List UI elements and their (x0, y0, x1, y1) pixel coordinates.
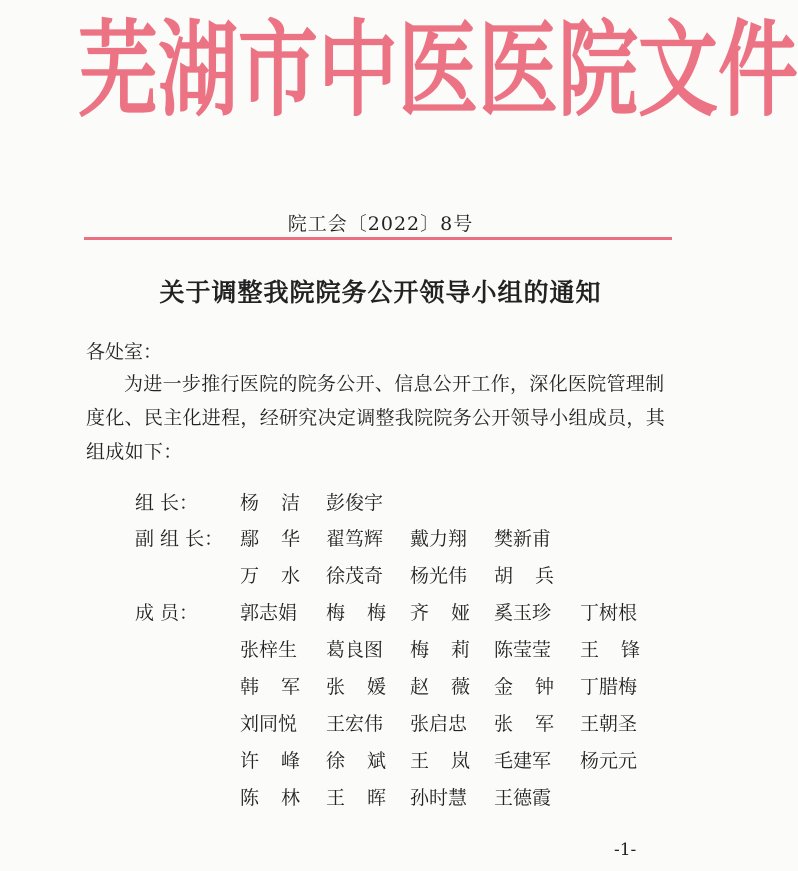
masthead-char: 文 (638, 9, 718, 131)
masthead-char: 医 (478, 9, 558, 131)
member-name: 王 晖 (326, 787, 386, 809)
member-name: 王宏伟 (326, 713, 384, 735)
deputy-name: 万 水 (240, 565, 300, 587)
deputy-name: 杨光伟 (410, 565, 468, 587)
greeting: 各处室： (86, 341, 163, 363)
member-name: 葛良图 (326, 639, 384, 661)
member-name: 张 军 (494, 713, 554, 735)
masthead-char: 件 (718, 9, 798, 131)
member-name: 金 钟 (494, 676, 554, 698)
masthead-char: 院 (558, 9, 638, 131)
member-name: 赵 薇 (410, 676, 470, 698)
member-name: 刘同悦 (240, 713, 298, 735)
member-name: 张 媛 (326, 676, 386, 698)
masthead-title (78, 0, 798, 156)
member-name: 孙时慧 (410, 787, 468, 809)
member-name: 陈 林 (240, 787, 300, 809)
page-number: -1- (614, 840, 637, 860)
member-label: 成 员： (135, 602, 199, 624)
masthead-char: 湖 (158, 9, 238, 131)
member-name: 杨元元 (580, 750, 638, 772)
member-name: 韩 军 (240, 676, 300, 698)
masthead-char: 中 (318, 9, 398, 131)
deputy-name: 戴力翔 (410, 528, 468, 550)
member-name: 丁腊梅 (580, 676, 638, 698)
body-paragraph: 为进一步推行医院的院务公开、信息公开工作，深化医院管理制度化、民主化进程，经研究决定调整我院院务公开领导小组成员，其组成如下： (86, 373, 666, 463)
member-name: 毛建军 (494, 750, 552, 772)
leader-name: 彭俊宇 (326, 492, 384, 514)
red-divider (84, 237, 672, 240)
leader-name: 杨 洁 (240, 492, 300, 514)
member-name: 丁树根 (580, 602, 638, 624)
member-name: 王德霞 (494, 787, 552, 809)
member-name: 王朝圣 (580, 713, 638, 735)
member-name: 张梓生 (240, 639, 298, 661)
member-name: 王 岚 (410, 750, 470, 772)
deputy-name: 胡 兵 (494, 565, 554, 587)
member-name: 王 锋 (580, 639, 640, 661)
masthead-char: 医 (398, 9, 478, 131)
deputy-name: 翟笃辉 (326, 528, 384, 550)
member-name: 梅 梅 (326, 602, 386, 624)
deputy-label: 副 组 长： (135, 528, 224, 550)
member-name: 张启忠 (410, 713, 468, 735)
member-name: 陈莹莹 (494, 639, 552, 661)
deputy-name: 樊新甫 (494, 528, 552, 550)
leader-label: 组 长： (135, 492, 199, 514)
member-name: 徐 斌 (326, 750, 386, 772)
member-name: 郭志娟 (240, 602, 298, 624)
document-number: 院工会〔2022〕8号 (287, 213, 474, 235)
member-name: 梅 莉 (410, 639, 470, 661)
deputy-name: 徐茂奇 (326, 565, 384, 587)
deputy-name: 鄢 华 (240, 528, 300, 550)
member-name: 齐 娅 (410, 602, 470, 624)
notice-title: 关于调整我院院务公开领导小组的通知 (159, 278, 602, 307)
masthead-char: 芜 (78, 9, 158, 131)
member-name: 许 峰 (240, 750, 300, 772)
member-name: 奚玉珍 (494, 602, 552, 624)
masthead-char: 市 (238, 9, 318, 131)
